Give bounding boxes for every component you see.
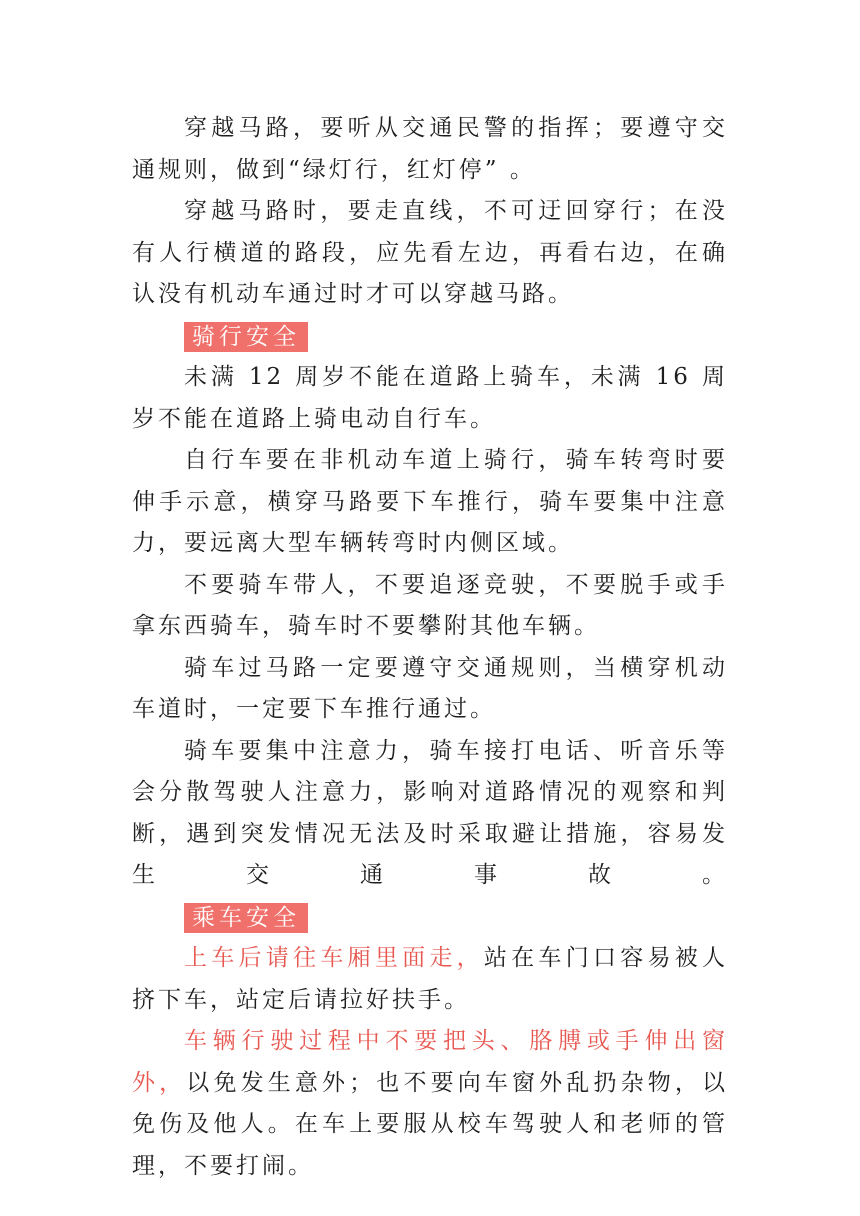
paragraph-riding-attention: 骑车要集中注意力，骑车接打电话、听音乐等会分散驾驶人注意力，影响对道路情况的观察和判断，遇到突发情况无法及时采取避让措施，容易发生交通事故。 [132,737,728,888]
section-heading-row [132,316,728,358]
highlighted-text: 车辆行驶过程中不要把头、胳膊或手伸出窗外， [132,1028,728,1096]
paragraph-riding-crossing: 骑车过马路一定要遵守交通规则，当横穿机动车道时，一定要下车推行通过。 [132,654,728,722]
section-heading-row [132,897,728,939]
paragraph-text: 站在车门口容易被人挤下车，站定后请拉好扶手。 [132,945,729,1013]
paragraph-bus-boarding [132,938,728,1021]
paragraph-crossing-method: 穿越马路时，要走直线，不可迂回穿行；在没有人行横道的路段，应先看左边，再看右边，在确认没有机动车通过时才可以穿越马路。 [132,198,728,307]
section-heading-riding-safety: 骑行安全 [184,322,308,352]
paragraph-crossing-rules: 穿越马路，要听从交通民警的指挥；要遵守交通规则，做到“绿灯行，红灯停” 。 [132,115,728,183]
section-heading-bus-safety: 乘车安全 [184,903,308,933]
paragraph-bus-conduct [132,1021,728,1187]
highlighted-text: 上车后请往车厢里面走， [184,945,484,971]
paragraph-riding-lane: 自行车要在非机动车道上骑行，骑车转弯时要伸手示意，横穿马路要下车推行，骑车要集中注意力，要远离大型车辆转弯时内侧区域。 [132,447,728,556]
paragraph-text: 以免发生意外；也不要向车窗外乱扔杂物，以免伤及他人。在车上要服从校车驾驶人和老师的管理，不要打闹。 [132,1069,729,1179]
paragraph-riding-prohibitions: 不要骑车带人，不要追逐竞驶，不要脱手或手拿东西骑车，骑车时不要攀附其他车辆。 [132,571,728,639]
document-body [132,108,728,1187]
paragraph-riding-age: 未满 12 周岁不能在道路上骑车，未满 16 周岁不能在道路上骑电动自行车。 [132,364,728,432]
